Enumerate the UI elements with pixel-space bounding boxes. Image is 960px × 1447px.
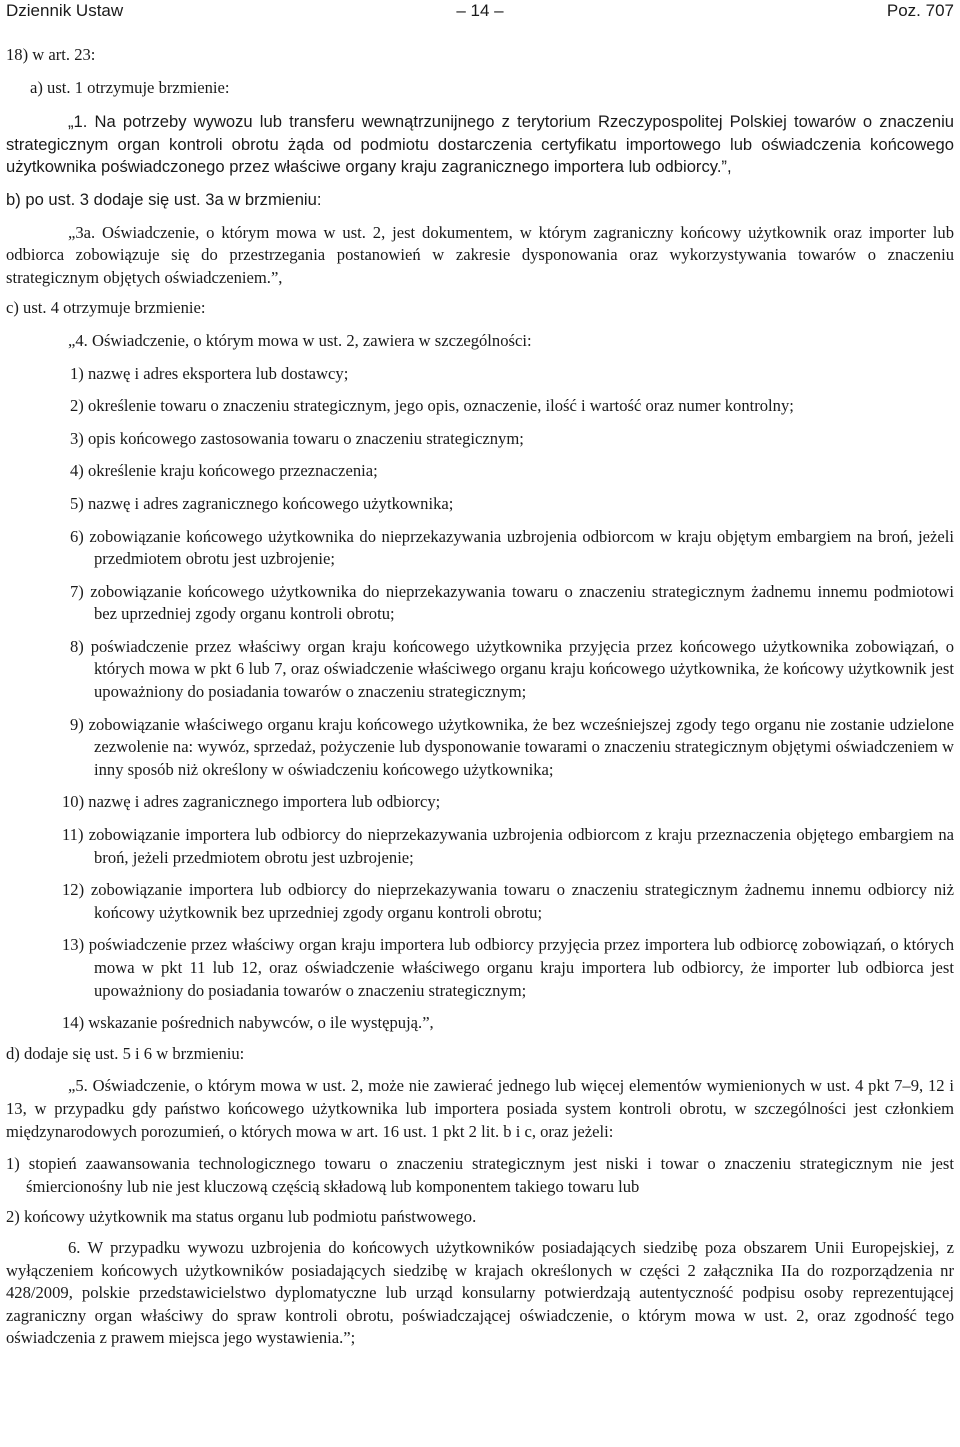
list-item: 4) określenie kraju końcowego przeznaczenia; [70, 461, 378, 481]
list-item: 2) końcowy użytkownik ma status organu lub podmiotu państwowego. [6, 1207, 477, 1227]
change-c: c) ust. 4 otrzymuje brzmienie: [6, 298, 206, 318]
paragraph-ust-3a: „3a. Oświadczenie, o którym mowa w ust. 2, jest dokumentem, w którym zagraniczny końcowy użytkownik oraz importer lub odbiorca zobowiązuje się do przestrzegania postanowień w zakresie dysponowania oraz wykorzystywania towarów o znaczeniu strategicznym objętych oświadczeniem.”, [6, 222, 954, 287]
page-number: – 14 – [456, 1, 504, 20]
journal-title: Dziennik Ustaw [6, 1, 124, 20]
paragraph-ust-1: „1. Na potrzeby wywozu lub transferu wewnątrzunijnego z terytorium Rzeczypospolitej Polskiej towarów o znaczeniu strategicznym organ kontroli obrotu żąda od podmiotu dostarczenia certyfikatu importowego lub oświadczenia końcowego użytkownika poświadczonego przez właściwe organy kraju zagranicznego importera lub odbiorcy.”, [6, 112, 954, 177]
paragraph-ust-5: „5. Oświadczenie, o którym mowa w ust. 2, może nie zawierać jednego lub więcej elementów wymienionych w ust. 4 pkt 7–9, 12 i 13, w przypadku gdy państwo końcowego użytkownika lub importera posiada system kontroli obrotu, w szczególności jest członkiem międzynarodowych porozumień, o których mowa w art. 16 ust. 1 pkt 2 lit. b i c, oraz jeżeli: [6, 1076, 954, 1141]
paragraph-ust-6: 6. W przypadku wywozu uzbrojenia do końcowych użytkowników posiadających siedzibę poza obszarem Unii Europejskiej, z wyłączeniem końcowych użytkowników posiadających siedzibę w krajach określonych w części 2 załącznika IIa do rozporządzenia nr 428/2009, polskie przedstawicielstwo dyplomatyczne lub urząd konsularny potwierdzają autentyczność podpisu osoby reprezentującej zagraniczny organ właściwy do spraw kontroli obrotu, poświadczającej oświadczenie, o którym mowa w ust. 2, oraz zgodność tego oświadczenia z prawem miejsca jego wystawienia.”; [6, 1237, 954, 1348]
list-item: 8) poświadczenie przez właściwy organ kraju końcowego użytkownika przyjęcia przez końcowego użytkownika zobowiązań, o których mowa w pkt 6 lub 7, oraz oświadczenie właściwego organu kraju końcowego użytkownika, że końcowy użytkownik jest upoważniony do posiadania towarów o znaczeniu strategicznym; [70, 636, 954, 702]
list-item: 13) poświadczenie przez właściwy organ kraju importera lub odbiorcy przyjęcia przez importera lub odbiorcę zobowiązań, o których mowa w pkt 11 lub 12, oraz oświadczenie właściwego organu kraju importera lub odbiorcy, że importer lub odbiorca jest upoważniony do posiadania towarów o znaczeniu strategicznym; [62, 935, 954, 1000]
point-18: 18) w art. 23: [6, 45, 96, 64]
page-header [6, 0, 954, 22]
change-a: a) ust. 1 otrzymuje brzmienie: [30, 77, 230, 97]
list-item: 7) zobowiązanie końcowego użytkownika do nieprzekazywania towaru o znaczeniu strategicznym żadnemu innemu podmiotowi bez uprzedniej zgody organu kontroli obrotu; [70, 581, 954, 624]
list-item: 12) zobowiązanie importera lub odbiorcy do nieprzekazywania towaru o znaczeniu strategicznym żadnemu innemu odbiorcy niż końcowy użytkownik bez uprzedniej zgody organu kontroli obrotu; [62, 880, 954, 922]
list-item: 2) określenie towaru o znaczeniu strategicznym, jego opis, oznaczenie, ilość i wartość oraz numer kontrolny; [70, 396, 794, 416]
list-item: 11) zobowiązanie importera lub odbiorcy do nieprzekazywania uzbrojenia odbiorcom z kraju przeznaczenia objętego embargiem na broń, jeżeli przedmiotem obrotu jest uzbrojenie; [62, 825, 954, 867]
list-item: 3) opis końcowego zastosowania towaru o znaczeniu strategicznym; [70, 428, 524, 448]
paragraph-ust-4: „4. Oświadczenie, o którym mowa w ust. 2, zawiera w szczególności: [68, 330, 532, 350]
list-item: 14) wskazanie pośrednich nabywców, o ile występują.”, [62, 1013, 434, 1033]
list-item: 9) zobowiązanie właściwego organu kraju końcowego użytkownika, że bez wcześniejszej zgody tego organu nie zostanie udzielone zezwolenie na: wywóz, sprzedaż, pożyczenie lub dysponowanie towarami o znaczeniu strategicznym objętymi oświadczeniem w inny sposób niż określony w oświadczeniu końcowego użytkownika; [70, 714, 954, 779]
list-item: 5) nazwę i adres zagranicznego końcowego użytkownika; [70, 493, 454, 513]
list-item: 6) zobowiązanie końcowego użytkownika do nieprzekazywania uzbrojenia odbiorcom w kraju objętym embargiem na broń, jeżeli przedmiotem obrotu jest uzbrojenie; [70, 526, 954, 569]
position-number: Poz. 707 [886, 1, 954, 20]
list-item: 1) nazwę i adres eksportera lub dostawcy; [70, 363, 349, 383]
change-b: b) po ust. 3 dodaje się ust. 3a w brzmieniu: [6, 189, 322, 209]
list-item: 10) nazwę i adres zagranicznego importera lub odbiorcy; [62, 792, 441, 812]
list-item: 1) stopień zaawansowania technologicznego towaru o znaczeniu strategicznym jest niski i towar o znaczeniu strategicznym nie jest śmiercionośny lub nie jest kluczową częścią składową lub komponentem takiego towaru lub [6, 1154, 954, 1196]
change-d: d) dodaje się ust. 5 i 6 w brzmieniu: [6, 1043, 245, 1063]
document-body [6, 44, 954, 1350]
